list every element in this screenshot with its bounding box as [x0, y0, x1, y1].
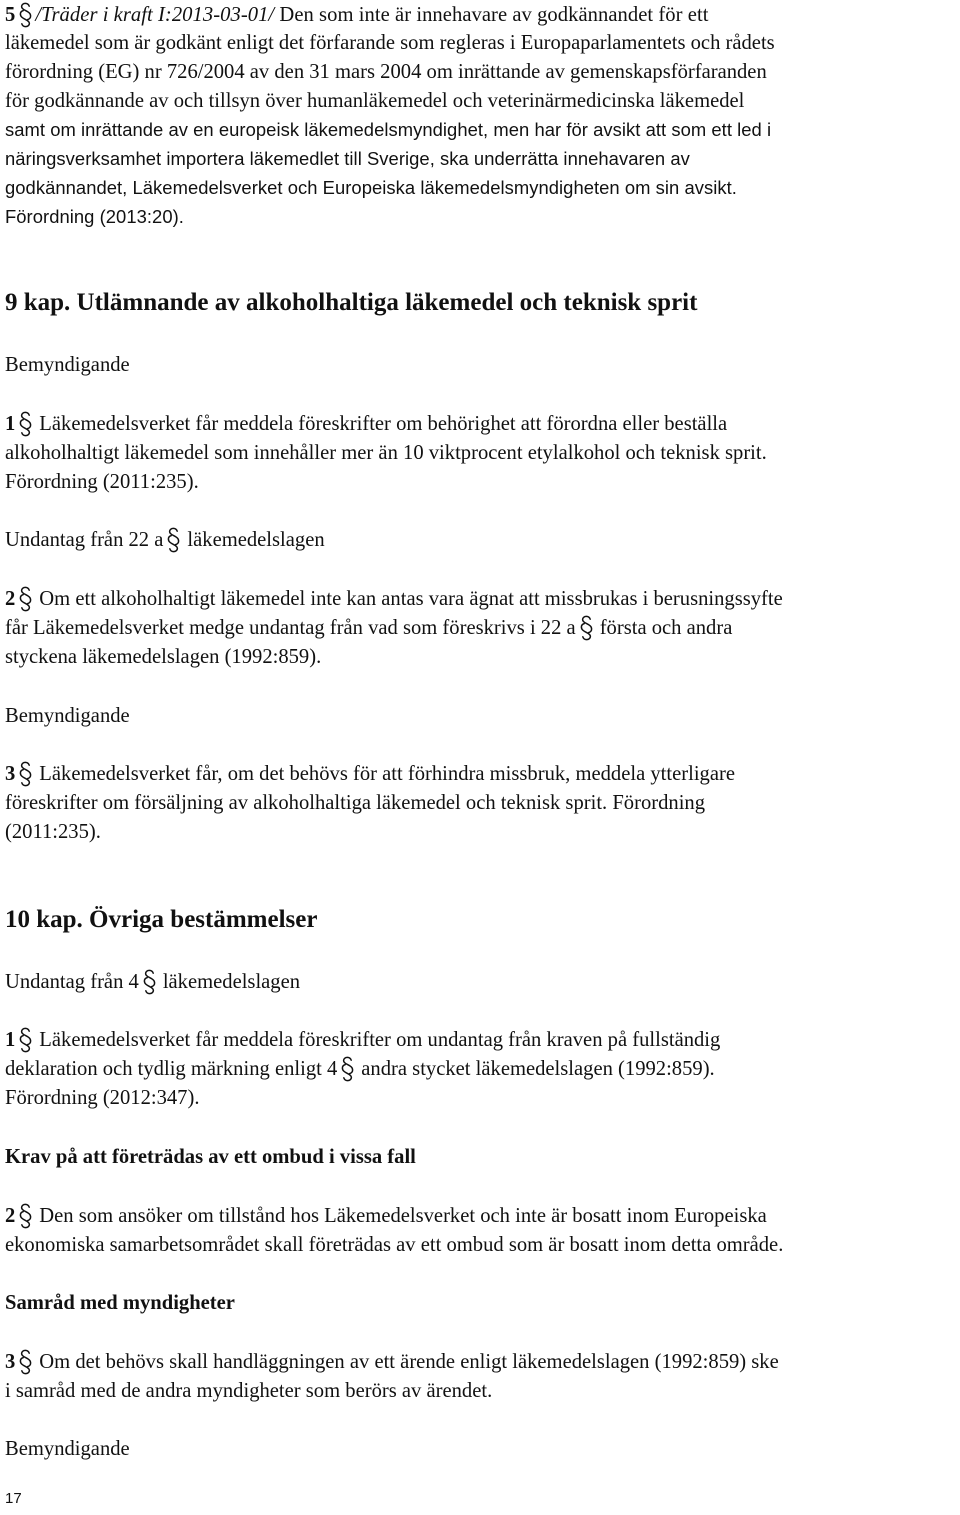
chapter-9-heading-bemyndigande: Bemyndigande — [5, 354, 130, 376]
chapter-9-paragraph-1-line-3: Förordning (2011:235). — [5, 471, 199, 493]
section-number: 3 — [5, 1351, 16, 1373]
paragraph-text: deklaration och tydlig märkning enligt 4 — [5, 1058, 338, 1080]
paragraph-text: Om ett alkoholhaltigt läkemedel inte kan antas vara ägnat att missbrukas i berusningssyfte — [39, 588, 783, 610]
section-sign-icon — [18, 761, 33, 787]
chapter-10-paragraph-2-line-1 — [5, 1201, 767, 1231]
chapter-10-paragraph-1-line-1 — [5, 1025, 720, 1055]
chapter-9-paragraph-2-line-3: styckena läkemedelslagen (1992:859). — [5, 646, 322, 668]
chapter-10-paragraph-1-line-2 — [5, 1054, 715, 1084]
section-sign-icon — [18, 586, 33, 612]
heading-text: läkemedelslagen — [187, 529, 325, 551]
chapter-10-title: 10 kap. Övriga bestämmelser — [5, 906, 318, 933]
chapter-9-paragraph-2-line-2 — [5, 613, 732, 643]
section-sign-icon — [18, 2, 33, 28]
paragraph-text: får Läkemedelsverket medge undantag från vad som föreskrivs i 22 a — [5, 617, 576, 639]
section-sign-icon — [579, 615, 594, 641]
chapter-10-heading-undantag — [5, 967, 300, 997]
section-sign-icon — [18, 1349, 33, 1375]
paragraph-5-line-2: läkemedel som är godkänt enligt det förfarande som regleras i Europaparlamentets och rådets — [5, 32, 775, 54]
chapter-9-title: 9 kap. Utlämnande av alkoholhaltiga läkemedel och teknisk sprit — [5, 289, 698, 316]
page-number: 17 — [5, 1490, 22, 1507]
section-sign-icon — [166, 527, 181, 553]
section-sign-icon — [340, 1056, 355, 1082]
paragraph-text: Läkemedelsverket får, om det behövs för att förhindra missbruk, meddela ytterligare — [39, 763, 735, 785]
section-number: 2 — [5, 1205, 16, 1227]
chapter-10-heading-bemyndigande: Bemyndigande — [5, 1438, 130, 1460]
chapter-9-heading-undantag — [5, 525, 325, 555]
section-number: 1 — [5, 413, 16, 435]
section-sign-icon — [18, 411, 33, 437]
chapter-10-paragraph-3-line-2: i samråd med de andra myndigheter som berörs av ärendet. — [5, 1380, 493, 1402]
chapter-10-heading-samrad: Samråd med myndigheter — [5, 1292, 235, 1314]
paragraph-text: andra stycket läkemedelslagen (1992:859). — [361, 1058, 715, 1080]
chapter-10-paragraph-2-line-2: ekonomiska samarbetsområdet skall företrädas av ett ombud som är bosatt inom detta område. — [5, 1234, 784, 1256]
section-number: 2 — [5, 588, 16, 610]
section-number: 1 — [5, 1029, 16, 1051]
paragraph-text: Läkemedelsverket får meddela föreskrifter om undantag från kraven på fullständig — [39, 1029, 721, 1051]
paragraph-text: Den som ansöker om tillstånd hos Läkemedelsverket och inte är bosatt inom Europeiska — [39, 1205, 767, 1227]
paragraph-text: Den som inte är innehavare av godkännandet för ett — [274, 4, 709, 26]
paragraph-text: första och andra — [599, 617, 733, 639]
section-number: 5 — [5, 4, 16, 26]
chapter-9-paragraph-3-line-2: föreskrifter om försäljning av alkoholhaltiga läkemedel och teknisk sprit. Förordning — [5, 792, 706, 814]
heading-text: Undantag från 22 a — [5, 529, 164, 551]
heading-text: läkemedelslagen — [162, 971, 301, 993]
section-sign-icon — [142, 969, 157, 995]
paragraph-text: Läkemedelsverket får meddela föreskrifter om behörighet att förordna eller beställa — [39, 413, 728, 435]
chapter-9-paragraph-2-line-1 — [5, 584, 783, 614]
paragraph-text: Om det behövs skall handläggningen av ett ärende enligt läkemedelslagen (1992:859) ske — [39, 1351, 779, 1373]
chapter-10-heading-ombud: Krav på att företrädas av ett ombud i vissa fall — [5, 1146, 416, 1168]
paragraph-5-line-7: godkännandet, Läkemedelsverket och Europeiska läkemedelsmyndigheten om sin avsikt. — [5, 177, 737, 198]
chapter-10-paragraph-1-line-3: Förordning (2012:347). — [5, 1087, 200, 1109]
chapter-9-paragraph-3-line-1 — [5, 759, 735, 789]
chapter-10-paragraph-3-line-1 — [5, 1347, 779, 1377]
in-force-note: /Träder i kraft I:2013-03-01/ — [35, 4, 275, 26]
paragraph-5-line-5: samt om inrättande av en europeisk läkemedelsmyndighet, men har för avsikt att som ett led i — [5, 119, 772, 140]
paragraph-5-line-6: näringsverksamhet importera läkemedlet till Sverige, ska underrätta innehavaren av — [5, 148, 690, 169]
section-sign-icon — [18, 1203, 33, 1229]
paragraph-5-line-3: förordning (EG) nr 726/2004 av den 31 mars 2004 om inrättande av gemenskapsförfaranden — [5, 61, 767, 83]
chapter-9-paragraph-3-line-3: (2011:235). — [5, 821, 101, 843]
section-number: 3 — [5, 763, 16, 785]
paragraph-5-line-4: för godkännande av och tillsyn över humanläkemedel och veterinärmedicinska läkemedel — [5, 90, 745, 112]
chapter-9-heading-bemyndigande-2: Bemyndigande — [5, 705, 130, 727]
section-sign-icon — [18, 1027, 33, 1053]
chapter-9-paragraph-1-line-2: alkoholhaltigt läkemedel som innehåller mer än 10 viktprocent etylalkohol och teknisk sprit. — [5, 442, 767, 464]
paragraph-5-line-1 — [5, 0, 709, 30]
heading-text: Undantag från 4 — [5, 971, 139, 993]
chapter-9-paragraph-1-line-1 — [5, 409, 727, 439]
paragraph-5-line-8: Förordning (2013:20). — [5, 206, 184, 227]
